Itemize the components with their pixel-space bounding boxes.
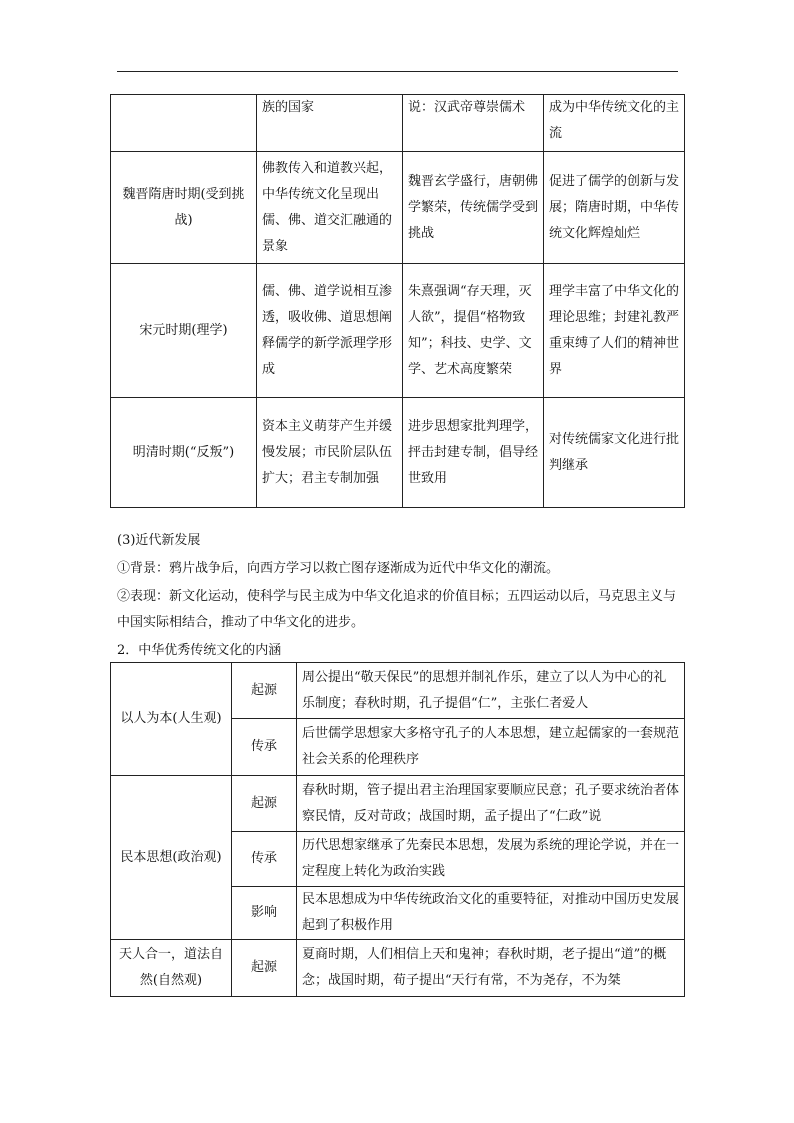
performance-cell: 魏晋玄学盛行，唐朝佛学繁荣，传统儒学受到挑战 — [403, 152, 544, 264]
aspect-label: 影响 — [232, 887, 297, 940]
table-row — [111, 95, 685, 152]
aspect-label: 传承 — [232, 719, 297, 776]
table-row — [111, 152, 685, 264]
table-row — [111, 940, 685, 997]
background-cell: 族的国家 — [257, 95, 403, 152]
header-rule — [117, 71, 678, 72]
aspect-label: 起源 — [232, 776, 297, 832]
influence-cell: 对传统儒家文化进行批判继承 — [544, 398, 685, 508]
influence-cell: 促进了儒学的创新与发展；隋唐时期，中华传统文化辉煌灿烂 — [544, 152, 685, 264]
aspect-label: 起源 — [232, 663, 297, 719]
aspect-text: 夏商时期，人们相信上天和鬼神；春秋时期，老子提出“道”的概念；战国时期，荀子提出“天行有常，不为尧存，不为桀 — [297, 940, 685, 997]
history-table — [110, 94, 685, 508]
section-heading: 2．中华优秀传统文化的内涵 — [117, 643, 282, 658]
aspect-text: 春秋时期，管子提出君主治理国家要顺应民意；孔子要求统治者体察民情，反对苛政；战国时期，孟子提出了“仁政”说 — [297, 776, 685, 832]
aspect-text: 周公提出“敬天保民”的思想并制礼作乐，建立了以人为中心的礼乐制度；春秋时期，孔子提倡“仁”，主张仁者爱人 — [297, 663, 685, 719]
paragraph-performance: ②表现：新文化运动，使科学与民主成为中华文化追求的价值目标；五四运动以后，马克思主义与中国实际相结合，推动了中华文化的进步。 — [117, 589, 677, 630]
period-cell: 宋元时期(理学) — [111, 264, 257, 398]
influence-cell: 理学丰富了中华文化的理论思维；封建礼教严重束缚了人们的精神世界 — [544, 264, 685, 398]
aspect-text: 民本思想成为中华传统政治文化的重要特征，对推动中国历史发展起到了积极作用 — [297, 887, 685, 940]
performance-cell: 说：汉武帝尊崇儒术 — [403, 95, 544, 152]
table-row — [111, 776, 685, 832]
background-cell: 儒、佛、道学说相互渗透，吸收佛、道思想阐释儒学的新学派理学形成 — [257, 264, 403, 398]
culture-table — [110, 662, 685, 997]
aspect-label: 传承 — [232, 832, 297, 887]
aspect-label: 起源 — [232, 940, 297, 997]
table-row — [111, 398, 685, 508]
period-cell — [111, 95, 257, 152]
aspect-text: 后世儒学思想家大多格守孔子的人本思想，建立起儒家的一套规范社会关系的伦理秩序 — [297, 719, 685, 776]
performance-cell: 朱熹强调“存天理，灭人欲”，提倡“格物致知”；科技、史学、文学、艺术高度繁荣 — [403, 264, 544, 398]
aspect-text: 历代思想家继承了先秦民本思想，发展为系统的理论学说，并在一定程度上转化为政治实践 — [297, 832, 685, 887]
section-heading: (3)近代新发展 — [117, 533, 201, 548]
group-title: 以人为本(人生观) — [111, 663, 232, 776]
background-cell: 资本主义萌芽产生并缓慢发展；市民阶层队伍扩大；君主专制加强 — [257, 398, 403, 508]
group-title: 天人合一，道法自然(自然观) — [111, 940, 232, 997]
period-cell: 魏晋隋唐时期(受到挑战) — [111, 152, 257, 264]
background-cell: 佛教传入和道教兴起，中华传统文化呈现出儒、佛、道交汇融通的景象 — [257, 152, 403, 264]
paragraph-background: ①背景：鸦片战争后，向西方学习以救亡图存逐渐成为近代中华文化的潮流。 — [117, 561, 560, 576]
performance-cell: 进步思想家批判理学，抨击封建专制，倡导经世致用 — [403, 398, 544, 508]
group-title: 民本思想(政治观) — [111, 776, 232, 940]
influence-cell: 成为中华传统文化的主流 — [544, 95, 685, 152]
table-row — [111, 663, 685, 719]
table-row — [111, 264, 685, 398]
period-cell: 明清时期(“反叛”) — [111, 398, 257, 508]
